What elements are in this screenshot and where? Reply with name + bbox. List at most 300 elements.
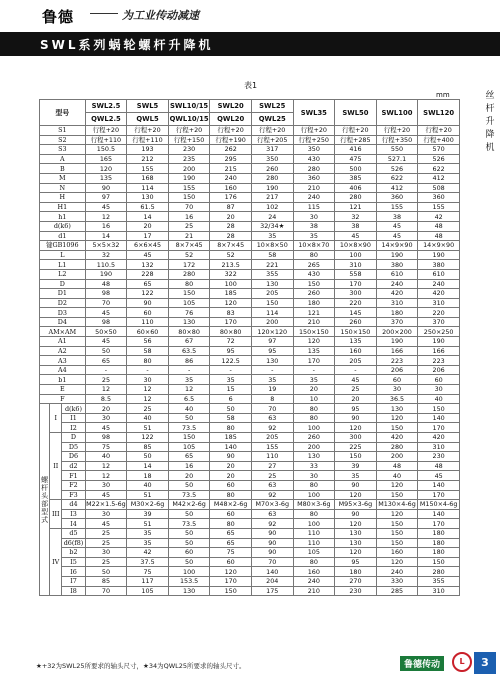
table-cell: 105 — [293, 548, 335, 558]
table-cell: 120 — [293, 337, 335, 347]
table-cell: 193 — [127, 145, 169, 155]
table-cell: - — [251, 365, 293, 375]
table-cell: 90 — [251, 548, 293, 558]
table-cell: 150.5 — [85, 145, 127, 155]
table-cell: 行程+20 — [376, 126, 418, 136]
row-label: N — [40, 183, 86, 193]
table-cell: 20 — [168, 471, 210, 481]
table-cell: 58 — [127, 346, 169, 356]
row-label: I2 — [62, 423, 85, 433]
table-cell: - — [293, 365, 335, 375]
table-cell: 160 — [293, 567, 335, 577]
brand-emblem-icon: L — [452, 652, 472, 672]
table-cell: 240 — [210, 173, 252, 183]
table-cell: 150 — [418, 557, 460, 567]
page-number: 3 — [474, 652, 496, 674]
head-type-name: II — [50, 433, 62, 500]
section-title: SWL系列蜗轮螺杆升降机 — [40, 38, 214, 52]
table-cell: 310 — [376, 298, 418, 308]
table-cell: 38 — [376, 212, 418, 222]
model-header: SWL50 — [335, 100, 377, 126]
table-cell: 85 — [85, 576, 127, 586]
table-cell: 12 — [85, 385, 127, 395]
head-type-group-label: 螺杆头部型式 — [40, 404, 50, 596]
table-cell: 155 — [376, 202, 418, 212]
table-row — [40, 202, 460, 212]
table-cell: 105 — [127, 586, 169, 596]
table-cell: 121 — [293, 308, 335, 318]
table-cell: 14×9×90 — [418, 241, 460, 251]
table-cell: 380 — [418, 260, 460, 270]
table-cell: 95 — [210, 346, 252, 356]
table-cell: 220 — [418, 308, 460, 318]
table-cell: 130 — [335, 528, 377, 538]
tagline: 为工业传动减速 — [122, 9, 199, 22]
model-header: SWL2.5 — [85, 100, 127, 113]
table-cell: 48 — [376, 461, 418, 471]
table-cell: 205 — [251, 289, 293, 299]
table-cell: 65 — [210, 538, 252, 548]
table-cell: 12 — [127, 385, 169, 395]
table-row — [40, 519, 460, 529]
table-row — [40, 154, 460, 164]
table-cell: 27 — [251, 461, 293, 471]
table-cell: 120 — [376, 509, 418, 519]
table-cell: 265 — [293, 260, 335, 270]
table-cell: M70×3-6g — [251, 500, 293, 510]
table-cell: 80 — [210, 519, 252, 529]
table-cell: 150 — [376, 528, 418, 538]
company-logo: 鲁德传动 — [400, 656, 444, 671]
table-cell: 16 — [168, 212, 210, 222]
table-cell: 50 — [168, 509, 210, 519]
table-cell: 153.5 — [168, 576, 210, 586]
table-cell: M150×4-6g — [418, 500, 460, 510]
table-cell: 40 — [418, 394, 460, 404]
row-label: A2 — [40, 346, 86, 356]
row-label: D1 — [40, 289, 86, 299]
table-cell: 130 — [168, 317, 210, 327]
table-cell: 360 — [293, 173, 335, 183]
table-cell: 45 — [418, 471, 460, 481]
table-cell: 526 — [418, 154, 460, 164]
row-label: h1 — [40, 212, 86, 222]
table-cell: 10×8×50 — [251, 241, 293, 251]
table-cell: 170 — [210, 317, 252, 327]
table-cell: M48×2-6g — [210, 500, 252, 510]
table-row — [40, 279, 460, 289]
table-cell: 210 — [293, 183, 335, 193]
table-cell: 170 — [293, 356, 335, 366]
table-cell: 行程+20 — [210, 126, 252, 136]
table-cell: 180 — [418, 548, 460, 558]
table-cell: 60 — [418, 375, 460, 385]
table-cell: 90 — [210, 452, 252, 462]
table-cell: 170 — [418, 423, 460, 433]
table-cell: 150 — [418, 404, 460, 414]
table-row — [40, 193, 460, 203]
table-cell: 36.5 — [376, 394, 418, 404]
table-row — [40, 548, 460, 558]
table-cell: 25 — [85, 557, 127, 567]
table-row — [40, 433, 460, 443]
table-cell: 45 — [376, 221, 418, 231]
table-row — [40, 337, 460, 347]
table-cell: 150×150 — [335, 327, 377, 337]
table-cell: 35 — [127, 538, 169, 548]
table-cell: 280 — [168, 269, 210, 279]
table-cell: 50 — [210, 404, 252, 414]
table-cell: 475 — [335, 154, 377, 164]
table-cell: 38 — [335, 221, 377, 231]
table-row — [40, 145, 460, 155]
table-cell: - — [127, 365, 169, 375]
table-cell: 355 — [251, 269, 293, 279]
table-cell: 100 — [293, 519, 335, 529]
row-label: d(k6) — [40, 221, 86, 231]
table-cell: 70 — [251, 404, 293, 414]
table-cell: 15 — [210, 385, 252, 395]
table-cell: 260 — [293, 289, 335, 299]
table-cell: 120 — [335, 490, 377, 500]
table-cell: 180 — [418, 538, 460, 548]
table-row — [40, 500, 460, 510]
table-cell: 35 — [168, 375, 210, 385]
table-cell: 65 — [210, 528, 252, 538]
table-cell: 155 — [418, 202, 460, 212]
table-cell: 420 — [418, 433, 460, 443]
table-cell: 130 — [251, 356, 293, 366]
table-cell: 130 — [335, 538, 377, 548]
table-cell: 350 — [293, 145, 335, 155]
table-cell: 360 — [418, 193, 460, 203]
table-cell: M95×3-6g — [335, 500, 377, 510]
table-cell: 12 — [85, 461, 127, 471]
table-cell: 90 — [251, 538, 293, 548]
table-cell: 230 — [335, 586, 377, 596]
row-label: d(k6) — [62, 404, 85, 414]
table-cell: 65 — [168, 452, 210, 462]
table-cell: 30 — [293, 212, 335, 222]
table-cell: 95 — [335, 404, 377, 414]
table-cell: 35 — [251, 231, 293, 241]
table-row — [40, 250, 460, 260]
table-cell: 25 — [85, 528, 127, 538]
row-label: I3 — [62, 509, 85, 519]
table-cell: 310 — [418, 586, 460, 596]
table-cell: 65 — [127, 279, 169, 289]
table-cell: 90 — [335, 480, 377, 490]
table-cell: 75 — [85, 442, 127, 452]
table-cell: 223 — [376, 356, 418, 366]
table-cell: 330 — [376, 576, 418, 586]
table-cell: 223 — [418, 356, 460, 366]
table-cell: 115 — [293, 202, 335, 212]
table-cell: 73.5 — [168, 519, 210, 529]
table-cell: 280 — [418, 567, 460, 577]
row-label: A3 — [40, 356, 86, 366]
table-row — [40, 164, 460, 174]
row-label: d2 — [62, 461, 85, 471]
model-header: SWL20 — [210, 100, 252, 113]
table-cell: 14 — [85, 231, 127, 241]
table-cell: 58 — [251, 250, 293, 260]
table-cell: - — [168, 365, 210, 375]
table-cell: 80 — [293, 404, 335, 414]
table-row — [40, 413, 460, 423]
table-row — [40, 480, 460, 490]
table-row — [40, 490, 460, 500]
table-cell: 80 — [293, 557, 335, 567]
model-header: QWL2.5 — [85, 113, 127, 126]
table-cell: 52 — [210, 250, 252, 260]
table-cell: 42 — [127, 548, 169, 558]
table-cell: 37.5 — [127, 557, 169, 567]
table-cell: 73.5 — [168, 490, 210, 500]
row-label: L2 — [40, 269, 86, 279]
table-cell: 行程+250 — [293, 135, 335, 145]
row-label: H1 — [40, 202, 86, 212]
table-cell: 32/34★ — [251, 221, 293, 231]
table-cell: 105 — [168, 442, 210, 452]
model-header: SWL5 — [127, 100, 169, 113]
table-cell: 60 — [168, 548, 210, 558]
table-cell: 150 — [210, 586, 252, 596]
row-label: d6(f8) — [63, 538, 84, 547]
table-cell: 110 — [293, 528, 335, 538]
table-cell: 558 — [335, 269, 377, 279]
table-cell: 58 — [210, 413, 252, 423]
table-cell: 5×5×32 — [85, 241, 127, 251]
side-tab[interactable] — [480, 90, 500, 160]
table-cell: 230 — [418, 452, 460, 462]
table-cell: 60 — [210, 480, 252, 490]
table-cell: 20 — [335, 394, 377, 404]
table-cell: 19 — [251, 385, 293, 395]
table-cell: 120 — [376, 557, 418, 567]
table-cell: 250×250 — [418, 327, 460, 337]
table-cell: 150 — [335, 452, 377, 462]
table-cell: 385 — [335, 173, 377, 183]
table-cell: 45 — [335, 231, 377, 241]
table-cell: 150 — [376, 538, 418, 548]
table-row — [40, 135, 460, 145]
table-cell: 6 — [210, 394, 252, 404]
table-cell: 76 — [168, 308, 210, 318]
table-cell: 40 — [127, 413, 169, 423]
table-cell: M30×2-6g — [127, 500, 169, 510]
table-row — [40, 586, 460, 596]
table-cell: 60 — [376, 375, 418, 385]
table-cell: 12 — [127, 394, 169, 404]
table-cell: 110 — [127, 317, 169, 327]
table-cell: 21 — [168, 231, 210, 241]
table-cell: 28 — [210, 231, 252, 241]
table-cell: 40 — [127, 480, 169, 490]
table-cell: 45 — [85, 519, 127, 529]
table-cell: 51 — [127, 423, 169, 433]
table-cell: 10 — [293, 394, 335, 404]
table-cell: 45 — [85, 423, 127, 433]
table-cell: 100 — [335, 250, 377, 260]
table-cell: 170 — [418, 490, 460, 500]
table-row — [40, 260, 460, 270]
table-cell: 150 — [376, 423, 418, 433]
table-cell: 120 — [335, 548, 377, 558]
table-cell: 35 — [335, 471, 377, 481]
table-cell: 140 — [210, 442, 252, 452]
table-cell: 240 — [376, 567, 418, 577]
table-cell: 310 — [418, 298, 460, 308]
table-row — [40, 442, 460, 452]
table-cell: 20 — [293, 385, 335, 395]
table-cell: 160 — [376, 548, 418, 558]
table-cell: 45 — [335, 375, 377, 385]
table-cell: 32 — [85, 250, 127, 260]
table-cell: 213.5 — [210, 260, 252, 270]
table-cell: 35 — [127, 528, 169, 538]
table-cell: 150 — [376, 519, 418, 529]
table-row — [40, 126, 460, 136]
table-cell: 622 — [376, 173, 418, 183]
row-label: D6 — [62, 452, 85, 462]
table-cell: - — [335, 365, 377, 375]
table-cell: 102 — [251, 202, 293, 212]
row-label: D4 — [40, 317, 86, 327]
table-cell: 416 — [335, 145, 377, 155]
table-row — [40, 327, 460, 337]
table-row — [40, 317, 460, 327]
table-row — [40, 557, 460, 567]
table-cell: 240 — [418, 279, 460, 289]
table-cell: 63 — [251, 480, 293, 490]
table-cell: 12 — [168, 385, 210, 395]
table-cell: 280 — [293, 164, 335, 174]
table-cell: 80 — [293, 509, 335, 519]
table-cell: 190 — [376, 337, 418, 347]
table-cell: 16 — [85, 221, 127, 231]
row-label: M — [40, 173, 86, 183]
table-cell: 35 — [293, 231, 335, 241]
table-cell: - — [210, 365, 252, 375]
table-cell: 38 — [293, 221, 335, 231]
table-cell: 135 — [293, 346, 335, 356]
table-title: 表1 — [244, 81, 258, 90]
head-type-name: III — [50, 500, 62, 529]
table-cell: 221 — [251, 260, 293, 270]
table-row — [40, 394, 460, 404]
table-cell: 39 — [127, 509, 169, 519]
table-cell: 155 — [251, 442, 293, 452]
row-label: D2 — [40, 298, 86, 308]
table-cell: 322 — [210, 269, 252, 279]
table-cell: 260 — [251, 164, 293, 174]
table-cell: 200×200 — [376, 327, 418, 337]
table-cell: 63.5 — [168, 346, 210, 356]
model-header: QWL25 — [251, 113, 293, 126]
table-cell: 25 — [85, 375, 127, 385]
table-cell: 60 — [127, 308, 169, 318]
table-cell: 150×150 — [293, 327, 335, 337]
table-cell: 90 — [251, 528, 293, 538]
table-cell: 122 — [127, 433, 169, 443]
row-label: d4 — [62, 500, 85, 510]
table-row — [40, 509, 460, 519]
table-cell: 122.5 — [210, 356, 252, 366]
table-cell: 135 — [335, 337, 377, 347]
table-cell: 97 — [251, 337, 293, 347]
table-cell: 95 — [251, 346, 293, 356]
table-cell: 166 — [418, 346, 460, 356]
table-cell: 50 — [168, 557, 210, 567]
unit-label: mm — [436, 91, 450, 99]
table-cell: 370 — [376, 317, 418, 327]
side-tab-char: 降 — [485, 130, 495, 140]
table-cell: 25 — [85, 538, 127, 548]
table-cell: 150 — [293, 279, 335, 289]
table-cell: 50 — [85, 346, 127, 356]
table-cell: 80 — [293, 480, 335, 490]
table-cell: 行程+190 — [210, 135, 252, 145]
table-cell: 190 — [168, 173, 210, 183]
table-cell: 行程+20 — [293, 126, 335, 136]
table-cell: 6×6×45 — [127, 241, 169, 251]
table-cell: 30 — [85, 480, 127, 490]
table-cell: 50×50 — [85, 327, 127, 337]
row-label: L — [40, 250, 86, 260]
table-cell: 40 — [85, 452, 127, 462]
side-tab-char: 杆 — [485, 104, 495, 114]
table-cell: 155 — [168, 183, 210, 193]
table-cell: 100 — [210, 279, 252, 289]
table-cell: 170 — [210, 576, 252, 586]
table-cell: 35 — [210, 375, 252, 385]
table-cell: 20 — [85, 404, 127, 414]
table-cell: 240 — [293, 576, 335, 586]
table-cell: 317 — [251, 145, 293, 155]
table-cell: 20 — [210, 461, 252, 471]
table-cell: 610 — [376, 269, 418, 279]
table-cell: 185 — [210, 289, 252, 299]
table-cell: 80 — [127, 356, 169, 366]
table-cell: 100 — [293, 490, 335, 500]
table-cell: 45 — [85, 308, 127, 318]
table-cell: 130 — [127, 193, 169, 203]
table-cell: 50 — [168, 528, 210, 538]
table-cell: 30 — [85, 548, 127, 558]
table-cell: 16 — [168, 461, 210, 471]
row-label: D — [62, 433, 85, 443]
table-cell: M42×2-6g — [168, 500, 210, 510]
table-cell: 110 — [251, 452, 293, 462]
table-cell: 行程+20 — [335, 126, 377, 136]
table-cell: 80 — [293, 250, 335, 260]
row-label: b2 — [62, 548, 85, 558]
table-cell: 50 — [127, 452, 169, 462]
table-cell: 215 — [210, 164, 252, 174]
table-cell: 220 — [335, 298, 377, 308]
table-cell: 280 — [376, 442, 418, 452]
row-label: S1 — [40, 126, 86, 136]
table-cell: 30 — [85, 509, 127, 519]
table-cell: 83 — [210, 308, 252, 318]
table-cell: 168 — [127, 173, 169, 183]
table-cell: 180 — [418, 528, 460, 538]
table-cell: 67 — [168, 337, 210, 347]
table-cell: 65 — [85, 356, 127, 366]
table-cell: 420 — [376, 289, 418, 299]
table-cell: 135 — [85, 173, 127, 183]
